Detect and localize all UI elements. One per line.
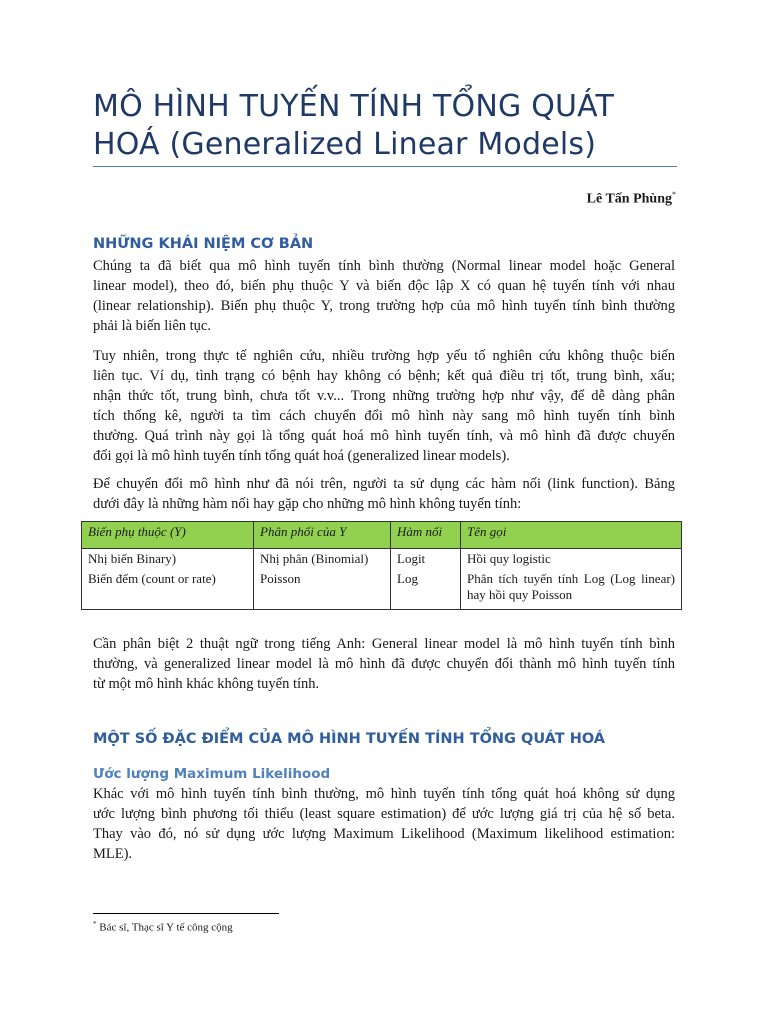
paragraph-terminology <box>93 634 675 694</box>
author-name-text: Lê Tấn Phùng <box>586 191 672 207</box>
title-divider <box>93 166 677 167</box>
table-header-row <box>82 522 682 549</box>
paragraph-line: tích thống kê, người ta tìm cách chuyển đổi mô hình này sang mô hình tuyến tính bình <box>93 408 675 424</box>
page-title <box>93 88 693 164</box>
paragraph-link-function <box>93 474 675 514</box>
paragraph-line: phải là biến liên tục. <box>93 318 211 334</box>
footnote <box>93 920 233 934</box>
paragraph-line: ước lượng bình phương tối thiểu (least square estimation) để ước lượng giá trị của hệ số beta. <box>93 806 675 822</box>
table-header-cell: Phân phối của Y <box>254 522 391 549</box>
table-row <box>82 569 682 610</box>
title-line-1: MÔ HÌNH TUYẾN TÍNH TỔNG QUÁT <box>93 89 615 124</box>
table-cell: Poisson <box>254 569 391 610</box>
section-heading-characteristics: MỘT SỐ ĐẶC ĐIỂM CỦA MÔ HÌNH TUYẾN TÍNH TỔNG QUÁT HOÁ <box>93 731 605 747</box>
table-cell: Phân tích tuyến tính Log (Log linear) hay hồi quy Poisson <box>461 569 682 610</box>
paragraph-line: Cần phân biệt 2 thuật ngữ trong tiếng Anh: General linear model là mô hình tuyến tính bình <box>93 636 675 652</box>
paragraph-intro <box>93 256 675 336</box>
footnote-text: Bác sĩ, Thạc sĩ Y tế công cộng <box>99 921 233 934</box>
paragraph-line: Tuy nhiên, trong thực tế nghiên cứu, nhiều trường hợp yếu tố nghiên cứu không thuộc biến <box>93 348 675 364</box>
table-cell: Log <box>391 569 461 610</box>
table-cell: Nhị phân (Binomial) <box>254 549 391 570</box>
footnote-mark: * <box>93 920 97 928</box>
paragraph-line: đổi gọi là mô hình tuyến tính tổng quát hoá (generalized linear models). <box>93 448 510 464</box>
paragraph-line: nhận thức tốt, trung bình, chưa tốt v.v... Trong những trường hợp như vậy, để dễ dàng phân <box>93 388 675 404</box>
author-footnote-mark: * <box>672 190 676 199</box>
link-function-table <box>81 521 682 610</box>
subsection-heading-mle: Ước lượng Maximum Likelihood <box>93 766 331 782</box>
table-header-cell: Biến phụ thuộc (Y) <box>82 522 254 549</box>
paragraph-however <box>93 346 675 466</box>
paragraph-line: Để chuyển đổi mô hình như đã nói trên, người ta sử dụng các hàm nối (link function). Bảng <box>93 476 675 492</box>
table-row <box>82 549 682 570</box>
paragraph-line: thường. Quá trình này gọi là tổng quát hoá mô hình tuyến tính, và mô hình đã được chuyển <box>93 428 675 444</box>
footnote-divider <box>93 913 279 914</box>
paragraph-line: MLE). <box>93 846 133 862</box>
paragraph-line: liên tục. Ví dụ, tình trạng có bệnh hay không có bệnh; kết quả điều trị tốt, trung bình, xấu; <box>93 368 675 384</box>
table-cell: Hồi quy logistic <box>461 549 682 570</box>
table-cell: Nhị biến Binary) <box>82 549 254 570</box>
paragraph-line: từ một mô hình khác không tuyến tính. <box>93 676 320 692</box>
paragraph-line: Thay vào đó, nó sử dụng ước lượng Maximum Likelihood (Maximum likelihood estimation: <box>93 826 675 842</box>
table-header-cell: Tên gọi <box>461 522 682 549</box>
paragraph-line: (linear relationship). Biến phụ thuộc Y, trong trường hợp của mô hình tuyến tính bình thường <box>93 298 675 314</box>
paragraph-line: thường, và generalized linear model là mô hình đã được chuyển đổi thành mô hình tuyến tính <box>93 656 675 672</box>
author-name <box>587 186 676 209</box>
section-heading-basic-concepts: NHỮNG KHÁI NIỆM CƠ BẢN <box>93 236 314 252</box>
paragraph-mle <box>93 784 675 864</box>
paragraph-line: linear model), theo đó, biến phụ thuộc Y và biến độc lập X có quan hệ tuyến tính với nhau <box>93 278 675 294</box>
paragraph-line: Chúng ta đã biết qua mô hình tuyến tính bình thường (Normal linear model hoặc General <box>93 258 675 274</box>
title-line-2: HOÁ (Generalized Linear Models) <box>93 127 597 162</box>
paragraph-line: Khác với mô hình tuyến tính bình thường, mô hình tuyến tính tổng quát hoá không sử dụng <box>93 786 675 802</box>
table-cell: Biến đếm (count or rate) <box>82 569 254 610</box>
table-cell: Logit <box>391 549 461 570</box>
paragraph-line: dưới đây là những hàm nối hay gặp cho những mô hình không tuyến tính: <box>93 496 522 512</box>
table-header-cell: Hàm nối <box>391 522 461 549</box>
